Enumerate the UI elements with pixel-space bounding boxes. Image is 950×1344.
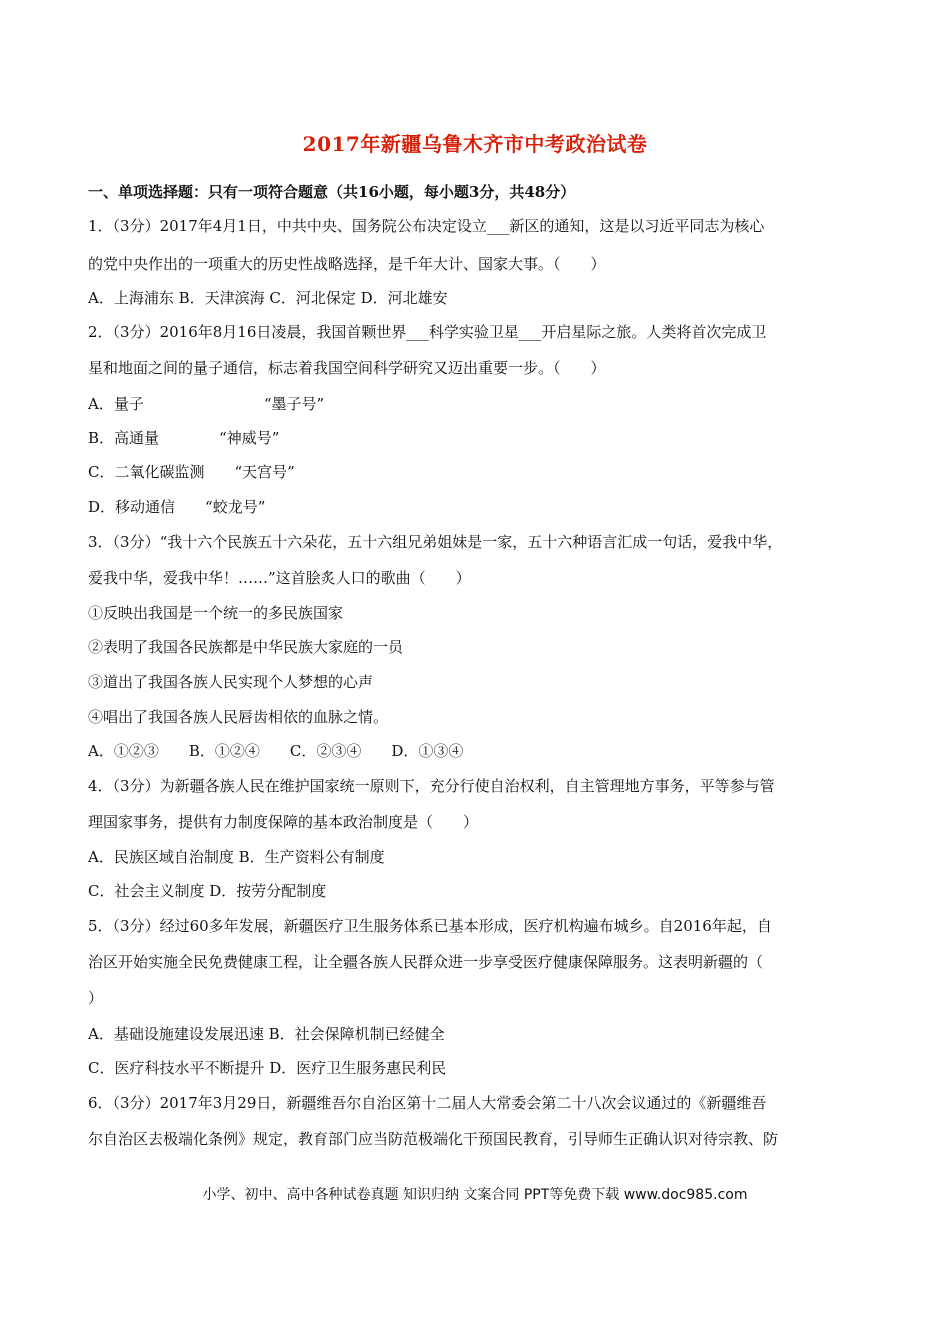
statement-item: ②表明了我国各民族都是中华民族大家庭的一员 [88, 638, 404, 656]
question-line: 爱我中华，爱我中华！……”这首脍炙人口的歌曲（ ） [88, 569, 471, 587]
question-line: 5．（3分）经过60多年发展，新疆医疗卫生服务体系已基本形成，医疗机构遍布城乡。自2016年起，自 [88, 917, 772, 935]
question-line: 2．（3分）2016年8月16日凌晨，我国首颗世界___科学实验卫星___开启星际之旅。人类将首次完成卫 [88, 323, 767, 341]
answer-options: C．社会主义制度 D．按劳分配制度 [88, 882, 327, 900]
statement-item: ④唱出了我国各族人民唇齿相依的血脉之情。 [88, 708, 389, 726]
question-line: 尔自治区去极端化条例》规定，教育部门应当防范极端化干预国民教育，引导师生正确认识对待宗教、防 [88, 1130, 779, 1148]
section-heading: 一、单项选择题：只有一项符合题意（共16小题，每小题3分，共48分） [88, 183, 576, 201]
question-line: ） [88, 989, 104, 1007]
page-footer: 小学、初中、高中各种试卷真题 知识归纳 文案合同 PPT等免费下载 www.doc985.com [202, 1187, 748, 1203]
page-title: 2017年新疆乌鲁木齐市中考政治试卷 [302, 132, 648, 156]
question-line: 理国家事务，提供有力制度保障的基本政治制度是（ ） [88, 813, 479, 831]
question-line: 治区开始实施全民免费健康工程，让全疆各族人民群众进一步享受医疗健康保障服务。这表明新疆的（ [88, 953, 764, 971]
question-line: 的党中央作出的一项重大的历史性战略选择，是千年大计、国家大事。（ ） [88, 255, 606, 273]
answer-options: C．医疗科技水平不断提升 D．医疗卫生服务惠民利民 [88, 1059, 447, 1077]
answer-option: B．高通量 “神威号” [88, 429, 280, 447]
question-line: 1．（3分）2017年4月1日，中共中央、国务院公布决定设立___新区的通知，这是以习近平同志为核心 [88, 217, 765, 235]
answer-option: A．量子 “墨子号” [88, 395, 325, 413]
statement-item: ①反映出我国是一个统一的多民族国家 [88, 604, 344, 622]
answer-option: D．移动通信 “蛟龙号” [88, 498, 266, 516]
question-line: 4．（3分）为新疆各族人民在维护国家统一原则下，充分行使自治权利，自主管理地方事务，平等参与管 [88, 777, 775, 795]
statement-item: ③道出了我国各族人民实现个人梦想的心声 [88, 673, 374, 691]
question-line: 3．（3分）“我十六个民族五十六朵花，五十六组兄弟姐妹是一家，五十六种语言汇成一句话，爱我中华， [88, 533, 783, 551]
answer-options: A．①②③ B．①②④ C．②③④ D．①③④ [88, 742, 464, 760]
answer-options: A．上海浦东 B．天津滨海 C．河北保定 D．河北雄安 [88, 289, 448, 307]
question-line: 星和地面之间的量子通信，标志着我国空间科学研究又迈出重要一步。（ ） [88, 359, 606, 377]
answer-option: C．二氧化碳监测 “天宫号” [88, 463, 295, 481]
answer-options: A．民族区域自治制度 B．生产资料公有制度 [88, 848, 385, 866]
answer-options: A．基础设施建设发展迅速 B．社会保障机制已经健全 [88, 1025, 445, 1043]
question-line: 6．（3分）2017年3月29日，新疆维吾尔自治区第十二届人大常委会第二十八次会议通过的《新疆维吾 [88, 1094, 767, 1112]
